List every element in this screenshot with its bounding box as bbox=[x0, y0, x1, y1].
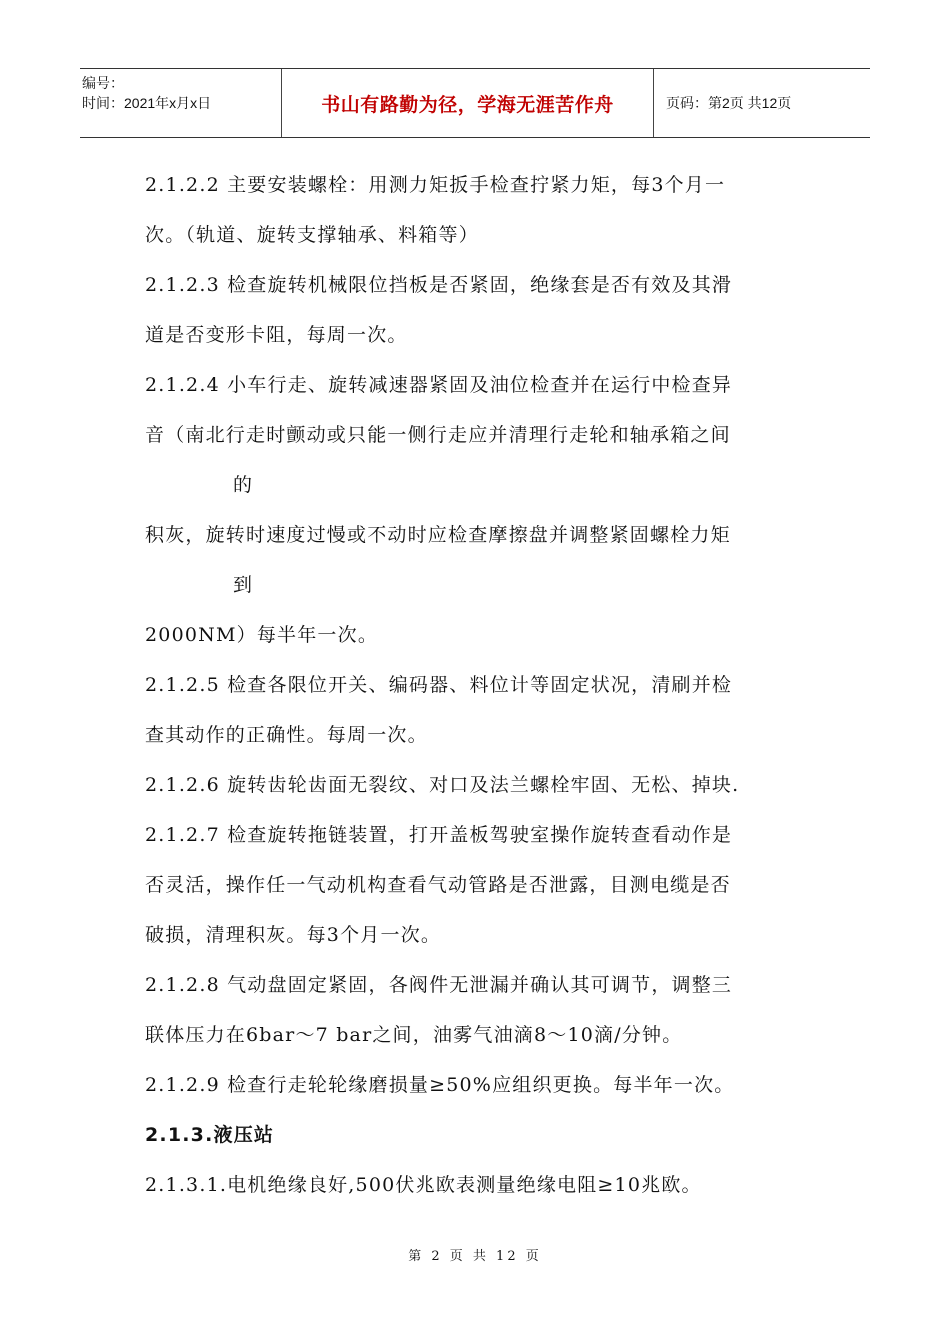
header-meta bbox=[80, 69, 282, 137]
text-line: 2000NM）每半年一次。 bbox=[145, 624, 379, 646]
text-line: 积灰，旋转时速度过慢或不动时应检查摩擦盘并调整紧固螺栓力矩 bbox=[145, 524, 731, 546]
text-line: 2.1.2.2 主要安装螺栓：用测力矩扳手检查拧紧力矩，每3个月一 bbox=[145, 174, 726, 196]
text-line: 2.1.2.6 旋转齿轮齿面无裂纹、对口及法兰螺栓牢固、无松、掉块. bbox=[145, 774, 740, 796]
text-line: 道是否变形卡阻，每周一次。 bbox=[145, 324, 408, 346]
header-motto: 书山有路勤为径，学海无涯苦作舟 bbox=[282, 69, 654, 137]
text-line: 2.1.2.5 检查各限位开关、编码器、料位计等固定状况，清刷并检 bbox=[145, 674, 733, 696]
text-line: 2.1.3.1.电机绝缘良好,500伏兆欧表测量绝缘电阻≥10兆欧。 bbox=[145, 1174, 702, 1196]
text-line: 否灵活，操作任一气动机构查看气动管路是否泄露，目测电缆是否 bbox=[145, 874, 731, 896]
text-line: 联体压力在6bar～7 bar之间，油雾气油滴8～10滴/分钟。 bbox=[145, 1024, 683, 1046]
text-line: 2.1.2.9 检查行走轮轮缘磨损量≥50%应组织更换。每半年一次。 bbox=[145, 1074, 735, 1096]
document-body bbox=[145, 160, 810, 1210]
text-line: 2.1.2.7 检查旋转拖链装置，打开盖板驾驶室操作旋转查看动作是 bbox=[145, 824, 733, 846]
text-line: 2.1.2.3 检查旋转机械限位挡板是否紧固，绝缘套是否有效及其滑 bbox=[145, 274, 733, 296]
header-page-info: 页码：第2页 共12页 bbox=[666, 95, 792, 111]
text-line: 到 bbox=[233, 574, 254, 596]
text-line: 的 bbox=[233, 474, 254, 496]
page-header bbox=[80, 68, 870, 138]
text-line: 查其动作的正确性。每周一次。 bbox=[145, 724, 428, 746]
page-footer: 第 2 页 共 12 页 bbox=[408, 1249, 542, 1264]
text-line: 破损，清理积灰。每3个月一次。 bbox=[145, 924, 442, 946]
section-heading: 2.1.3.液压站 bbox=[145, 1124, 275, 1146]
document-date-label: 时间：2021年x月x日 bbox=[82, 95, 212, 111]
text-line: 音（南北行走时颤动或只能一侧行走应并清理行走轮和轴承箱之间 bbox=[145, 424, 731, 446]
text-line: 次。（轨道、旋转支撑轴承、料箱等） bbox=[145, 224, 479, 246]
document-number-label: 编号： bbox=[82, 75, 124, 91]
text-line: 2.1.2.4 小车行走、旋转减速器紧固及油位检查并在运行中检查异 bbox=[145, 374, 733, 396]
text-line: 2.1.2.8 气动盘固定紧固，各阀件无泄漏并确认其可调节，调整三 bbox=[145, 974, 733, 996]
